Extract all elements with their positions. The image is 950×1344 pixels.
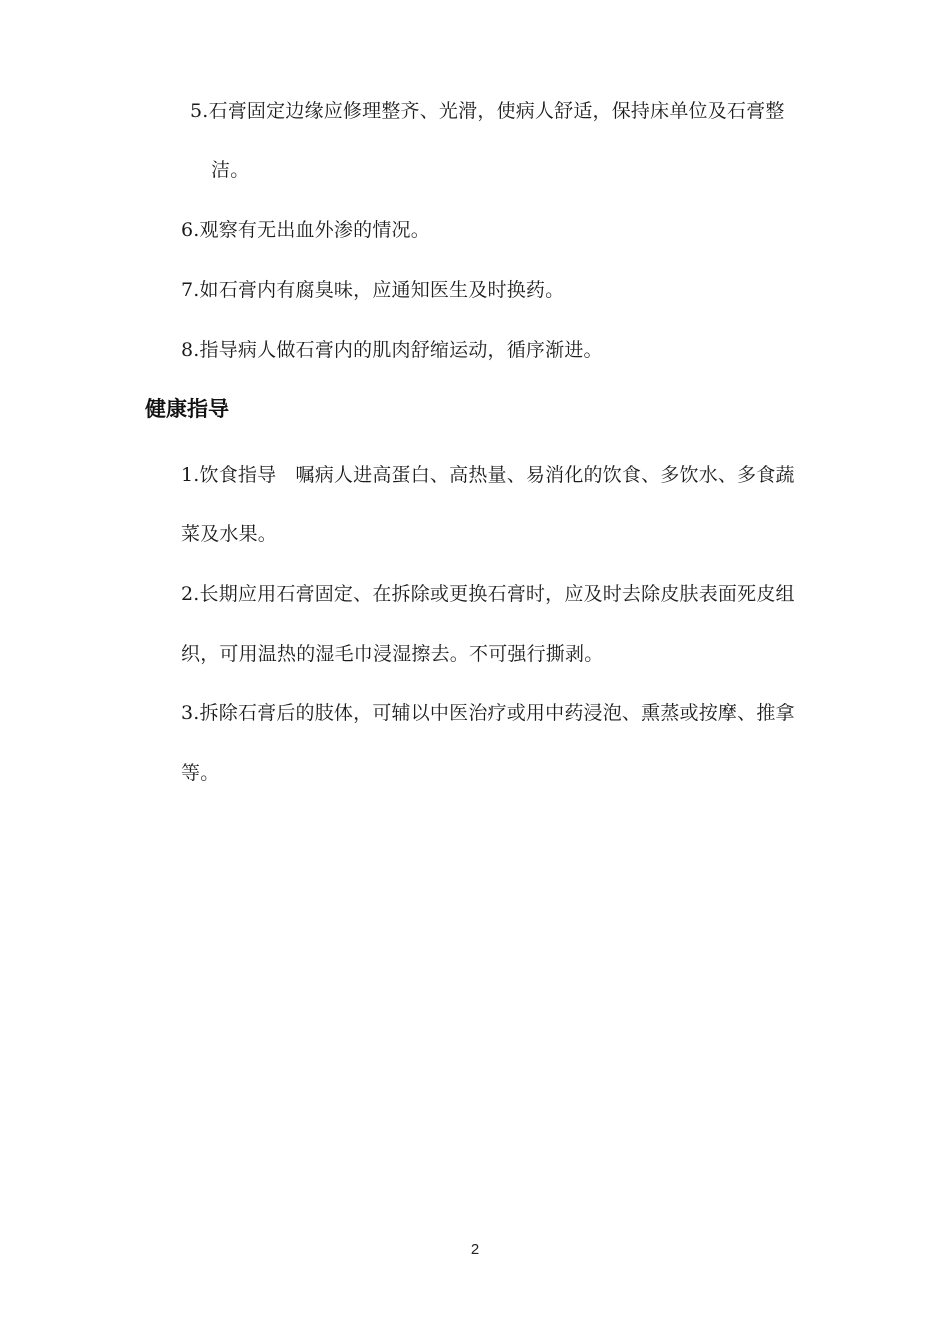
guidance-item-1-line-1: 1.饮食指导 嘱病人进高蛋白、高热量、易消化的饮食、多饮水、多食蔬: [181, 464, 795, 486]
section-heading: 健康指导: [145, 397, 229, 421]
page-number: 2: [470, 1241, 480, 1258]
guidance-item-2-line-2: 织，可用温热的湿毛巾浸湿擦去。不可强行撕剥。: [181, 643, 604, 665]
list-item-5-line-1: 5.石膏固定边缘应修理整齐、光滑，使病人舒适，保持床单位及石膏整: [190, 100, 785, 122]
guidance-item-2-line-1: 2.长期应用石膏固定、在拆除或更换石膏时，应及时去除皮肤表面死皮组: [181, 583, 795, 605]
list-item-7: 7.如石膏内有腐臭味，应通知医生及时换药。: [181, 279, 565, 301]
guidance-item-1-line-2: 菜及水果。: [181, 523, 278, 545]
list-item-5-line-2: 洁。: [211, 159, 250, 181]
list-item-6: 6.观察有无出血外渗的情况。: [181, 219, 430, 241]
guidance-item-3-line-2: 等。: [181, 762, 220, 784]
list-item-8: 8.指导病人做石膏内的肌肉舒缩运动，循序渐进。: [181, 339, 603, 361]
guidance-item-3-line-1: 3.拆除石膏后的肢体，可辅以中医治疗或用中药浸泡、熏蒸或按摩、推拿: [181, 702, 795, 724]
